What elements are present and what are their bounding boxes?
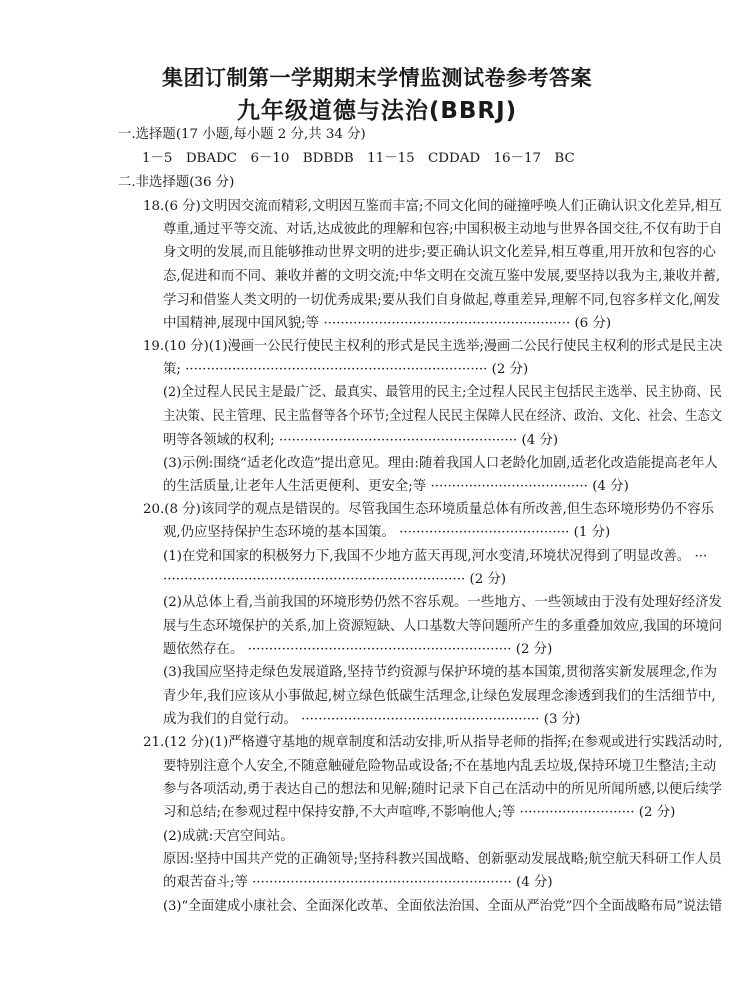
answer-line: (2)全过程人民民主是最广泛、最真实、最管用的民主;全过程人民民主包括民主选举、民主协商、民 [163, 385, 722, 400]
answer-line: 原因:坚持中国共产党的正确领导;坚持科教兴国战略、创新驱动发展战略;航空航天科研工作人员 [163, 852, 722, 867]
answer-line: 中国精神,展现中国风貌;等 ·························································· (6 分) [163, 316, 612, 331]
section-heading-nonchoice: 二.非选择题(36 分) [118, 175, 235, 190]
answer-line: 参与各项活动,勇于表达自己的想法和见解;随时记录下自己在活动中的所见所闻所感,以便后续学 [163, 782, 723, 797]
answer-line: ······································································· (2 分) [163, 572, 507, 587]
answer-line: 19.(10 分)(1)漫画一公民行使民主权利的形式是民主选举;漫画二公民行使民主权利的形式是民主决 [143, 339, 723, 354]
answer-line: 的艰苦奋斗;等 ····························································· (4 分) [163, 875, 553, 890]
answer-line: 学习和借鉴人类文明的一切优秀成果;要从我们自身做起,尊重差异,理解不同,包容多样文化,阐发 [163, 293, 721, 308]
answer-line: 成为我们的自觉行动。 ························································ (3 分) [163, 712, 581, 727]
answer-line: 展与生态环境保护的关系,加上资源短缺、人口基数大等问题所产生的多重叠加效应,我国的环境问 [163, 619, 722, 634]
answer-line: 主决策、民主管理、民主监督等各个环节;全过程人民民主保障人民在经济、政治、文化、社会、生态文 [163, 409, 723, 424]
answer-line: 20.(8 分)该同学的观点是错误的。尽管我国生态环境质量总体有所改善,但生态环境形势仍不容乐 [143, 502, 715, 517]
answer-line: 要特别注意个人安全,不随意触碰危险物品或设备;不在基地内乱丢垃圾,保持环境卫生整洁;主动 [163, 759, 717, 774]
answer-line: (2)成就:天宫空间站。 [163, 829, 294, 844]
answer-line: 习和总结;在参观过程中保持安静,不大声喧哗,不影响他人;等 ··························· (2 分) [163, 805, 676, 820]
section-heading-choice: 一.选择题(17 小题,每小题 2 分,共 34 分) [118, 127, 366, 142]
answer-line: 态,促进和而不同、兼收并蓄的文明交流;中华文明在交流互鉴中发展,要坚持以我为主,兼收并蓄, [163, 269, 721, 284]
answer-line: 尊重,通过平等交流、对话,达成彼此的理解和包容;中国积极主动地与世界各国交往,不仅有助于自 [163, 222, 723, 237]
answer-line: (3)示例:围绕“适老化改造”提出意见。理由:随着我国人口老龄化加剧,适老化改造能提高老年人 [163, 456, 718, 471]
answer-line: (3)“全面建成小康社会、全面深化改革、全面依法治国、全面从严治党”四个全面战略布局”说法错 [163, 899, 723, 914]
answer-line: 策; ······································································· (2 分) [163, 362, 529, 377]
answer-line: 观,仍应坚持保护生态环境的基本国策。 ········································ (1 分) [163, 525, 611, 540]
answer-line: 青少年,我们应该从小事做起,树立绿色低碳生活理念,让绿色发展理念渗透到我们的生活细节中, [163, 689, 716, 704]
answer-line: 明等各领域的权利; ························································ (4 分) [163, 433, 559, 448]
answer-line: (2)从总体上看,当前我国的环境形势仍然不容乐观。一些地方、一些领域由于没有处理好经济发 [163, 595, 722, 610]
answer-line: 题依然存在。 ······························································ (2 分) [163, 642, 553, 657]
answer-line: (3)我国应坚持走绿色发展道路,坚持节约资源与保护环境的基本国策,贯彻落实新发展理念,作为 [163, 665, 717, 680]
document-title: 集团订制第一学期期末学情监测试卷参考答案 [162, 66, 592, 90]
document-subtitle: 九年级道德与法治(BBRJ) [236, 98, 518, 124]
answer-line: 的生活质量,让老年人生活更便利、更安全;等 ····································· (4 分) [163, 479, 629, 494]
choice-answers: 1－5 DBADC 6－10 BDBDB 11－15 CDDAD 16－17 BC [142, 151, 575, 166]
answer-line: (1)在党和国家的积极努力下,我国不少地方蓝天再现,河水变清,环境状况得到了明显改善。 ··· [163, 549, 708, 564]
answer-line: 身文明的发展,而且能够推动世界文明的进步;要正确认识文化差异,相互尊重,用开放和包容的心 [163, 245, 716, 260]
answer-line: 21.(12 分)(1)严格遵守基地的规章制度和活动安排,听从指导老师的指挥;在参观或进行实践活动时, [143, 735, 723, 750]
answer-line: 18.(6 分)文明因交流而精彩,文明因互鉴而丰富;不同文化间的碰撞呼唤人们正确认识文化差异,相互 [143, 199, 722, 214]
